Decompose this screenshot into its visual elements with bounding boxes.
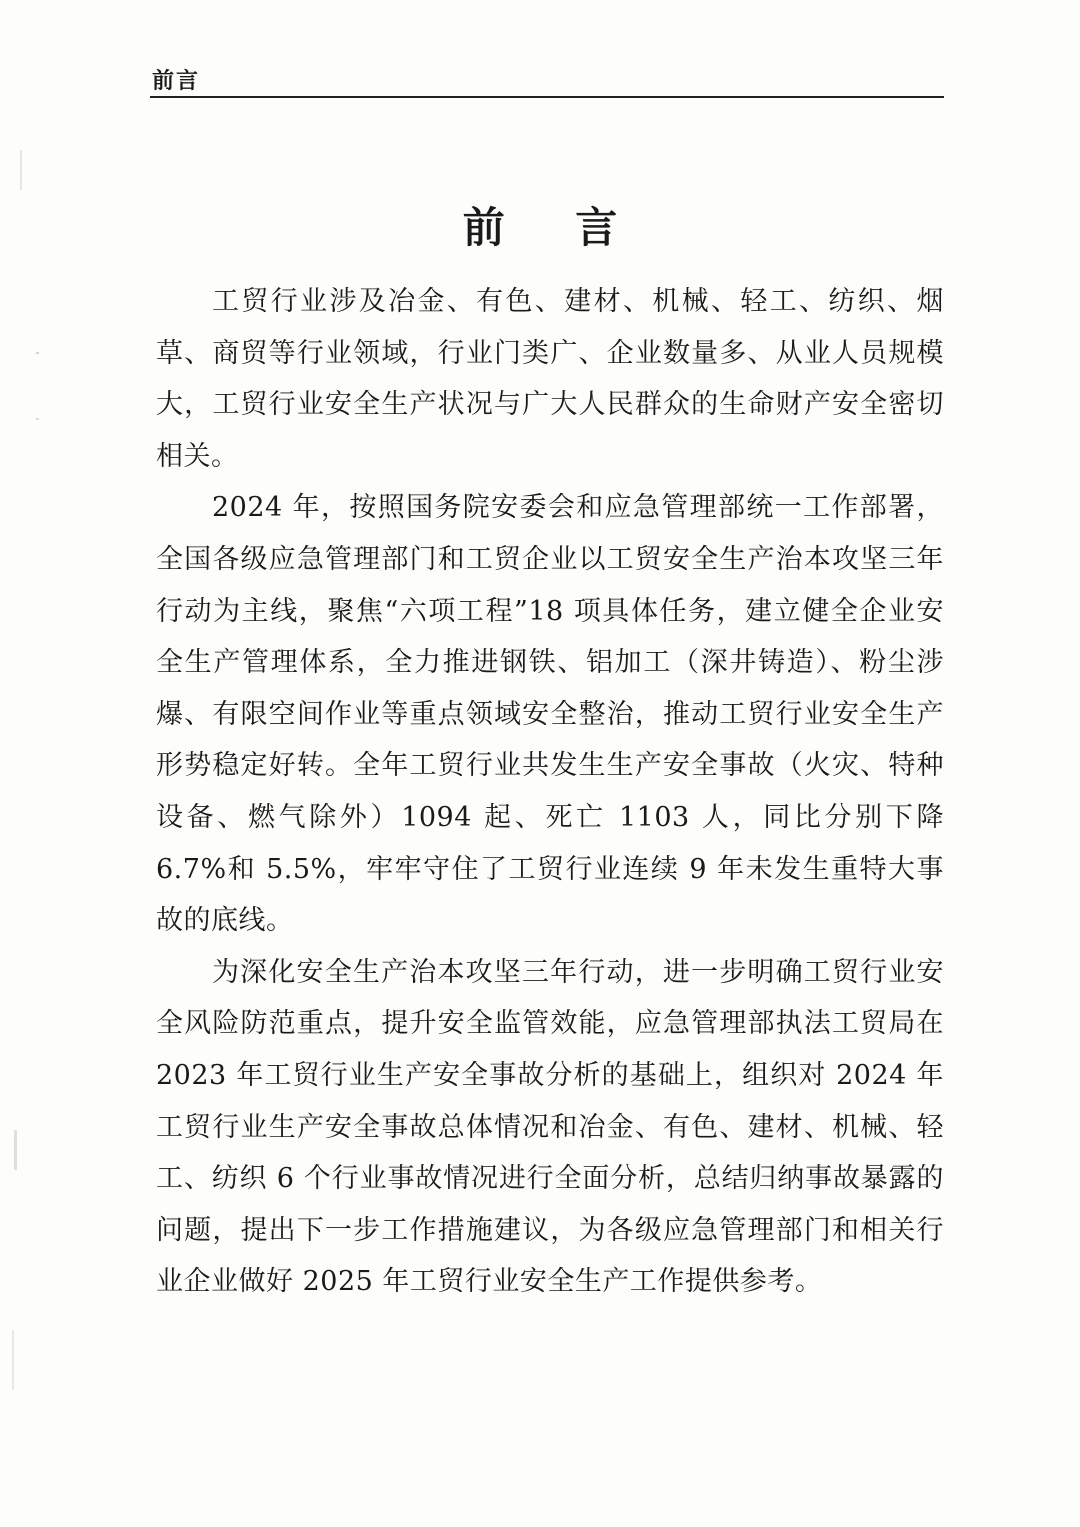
scan-speck xyxy=(36,352,39,354)
paragraph-2: 2024 年，按照国务院安委会和应急管理部统一工作部署，全国各级应急管理部门和工贸企业以工贸安全生产治本攻坚三年行动为主线，聚焦“六项工程”18 项具体任务，建立健全企业安全生产管理体系，全力推进钢铁、铝加工（深井铸造）、粉尘涉爆、有限空间作业等重点领域安全整治，推动工贸行业安全生产形势稳定好转。全年工贸行业共发生生产安全事故（火灾、特种设备、燃气除外）1094 起、死亡 1103 人，同比分别下降 6.7%和 5.5%，牢牢守住了工贸行业连续 9 年未发生重特大事故的底线。 xyxy=(156,492,944,937)
running-header-title: 前言 xyxy=(152,68,201,94)
scan-speck xyxy=(36,418,39,420)
header-rule xyxy=(150,96,944,98)
paragraph-3: 为深化安全生产治本攻坚三年行动，进一步明确工贸行业安全风险防范重点，提升安全监管效能，应急管理部执法工贸局在 2023 年工贸行业生产安全事故分析的基础上，组织对 2024 年工贸行业生产安全事故总体情况和冶金、有色、建材、机械、轻工、纺织 6 个行业事故情况进行全面分析，总结归纳事故暴露的问题，提出下一步工作措施建议，为各级应急管理部门和相关行业企业做好 2025 年工贸行业安全生产工作提供参考。 xyxy=(156,956,944,1298)
scan-speck xyxy=(12,1330,14,1390)
scan-speck xyxy=(20,150,22,190)
page-title: 前 言 xyxy=(462,203,646,253)
paragraph-1: 工贸行业涉及冶金、有色、建材、机械、轻工、纺织、烟草、商贸等行业领域，行业门类广、企业数量多、从业人员规模大，工贸行业安全生产状况与广大人民群众的生命财产安全密切相关。 xyxy=(156,286,944,472)
scan-speck xyxy=(14,1130,17,1170)
body-text xyxy=(156,276,944,1308)
